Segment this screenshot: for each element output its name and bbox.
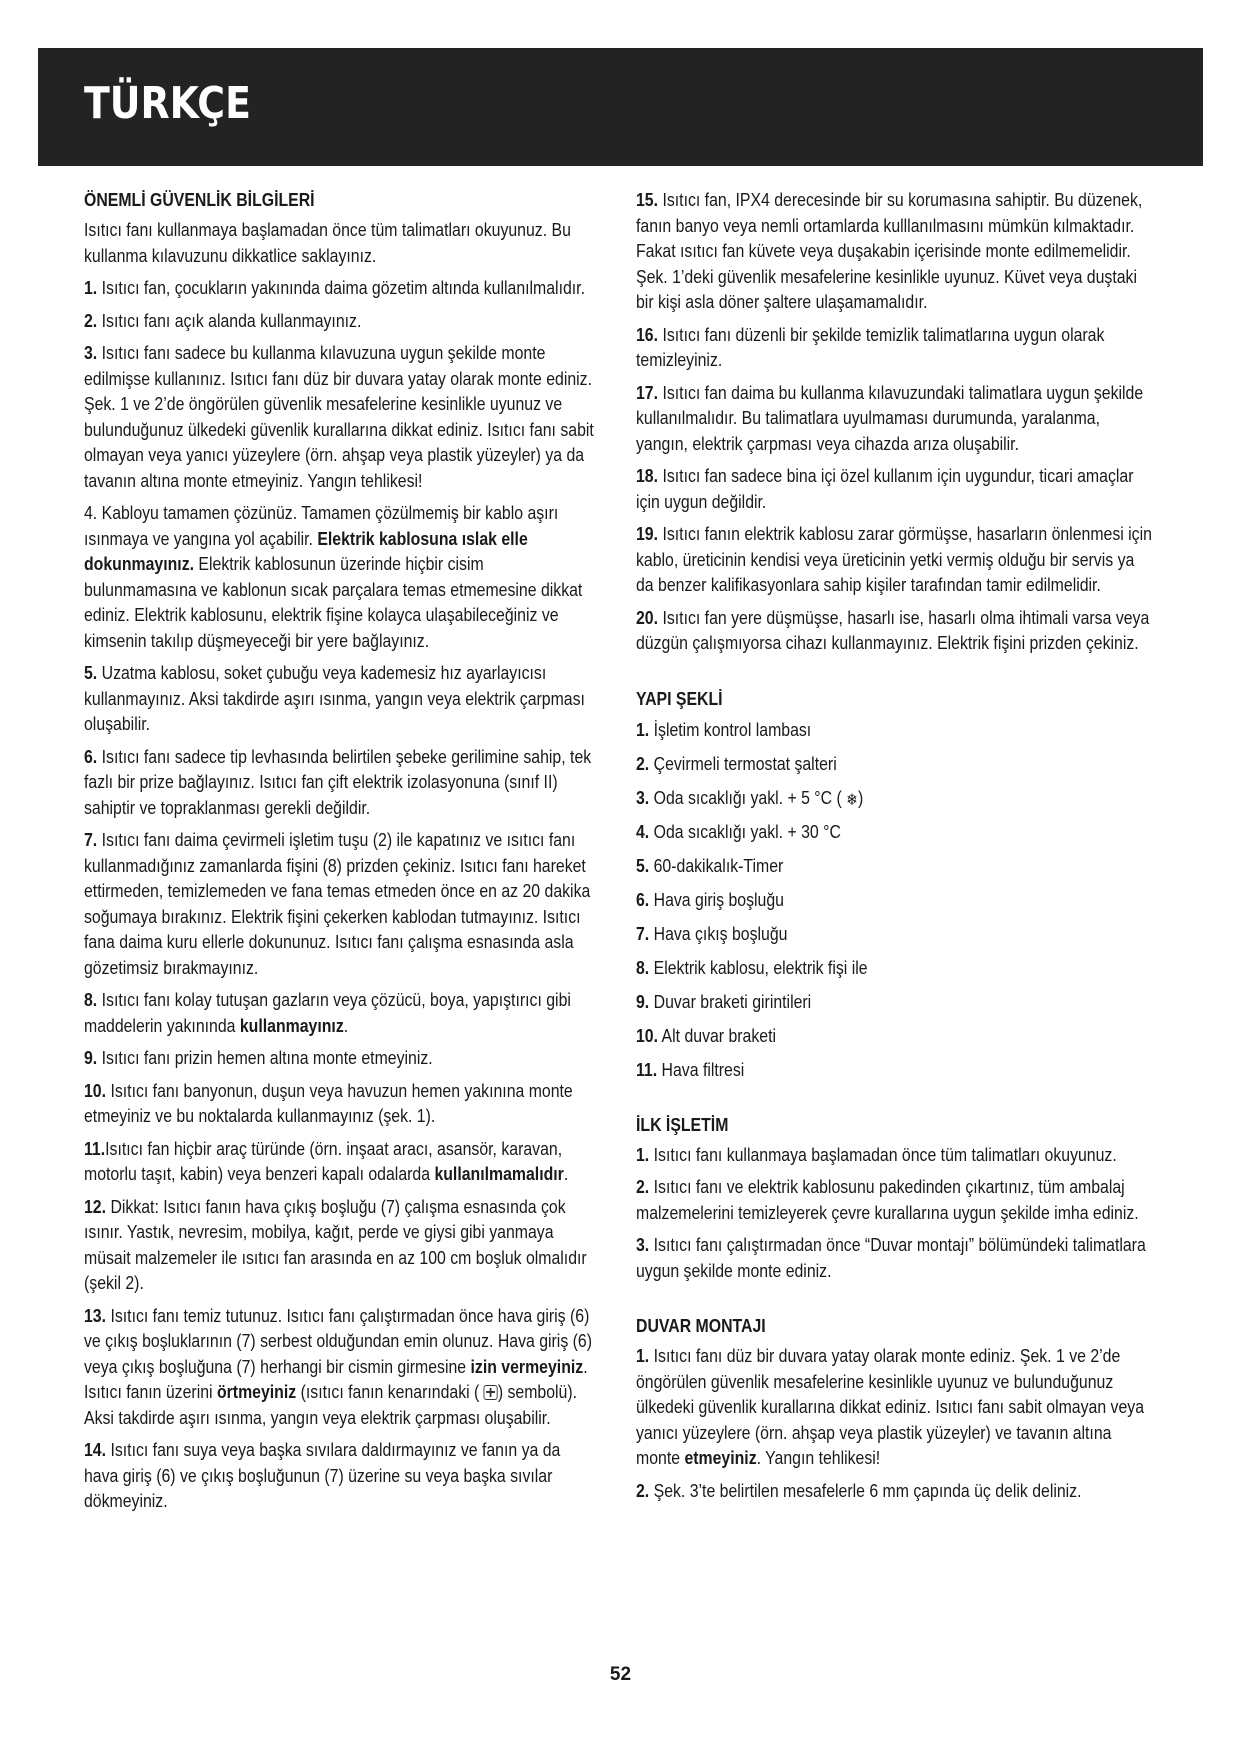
list-item: 20. Isıtıcı fan yere düşmüşse, hasarlı ise, hasarlı olma ihtimali varsa veya düzgün çalışmıyorsa cihazı kullanmayınız. Elektrik fişini prizden çekiniz.: [636, 607, 1150, 653]
list-item: 8. Isıtıcı fanı kolay tutuşan gazların veya çözücü, boya, yapıştırıcı gibi maddelerin yakınında kullanmayınız.: [84, 990, 571, 1036]
language-title: TÜRKÇE: [84, 78, 251, 129]
list-item: 17. Isıtıcı fan daima bu kullanma kılavuzundaki talimatlara uygun şekilde kullanılmalıdır. Bu talimatlara uyulmaması durumunda, yaralanma, yangın, elektrik çarpması veya cihazda arıza oluşabilir.: [636, 382, 1144, 454]
list-item: 3. Isıtıcı fanı çalıştırmadan önce “Duvar montajı” bölümündeki talimatlara uygun şekilde monte ediniz.: [636, 1235, 1146, 1281]
list-item: 4. Oda sıcaklığı yakl. + 30 °C: [636, 821, 841, 842]
list-item: 2. Isıtıcı fanı açık alanda kullanmayınız.: [84, 310, 362, 331]
list-item: 2. Isıtıcı fanı ve elektrik kablosunu pakedinden çıkartınız, tüm ambalaj malzemelerini temizleyerek çevre kurallarına uygun şekilde imha ediniz.: [636, 1177, 1139, 1223]
list-item: 11.Isıtıcı fan hiçbir araç türünde (örn. inşaat aracı, asansör, karavan, motorlu taşıt, kabin) veya benzeri kapalı odalarda kullanılmamalıdır.: [84, 1138, 569, 1184]
left-column: [84, 188, 599, 1522]
list-item: 12. Dikkat: Isıtıcı fanın hava çıkış boşluğu (7) çalışma esnasında çok ısınır. Yastık, nevresim, mobilya, kağıt, perde ve giysi gibi yanmaya müsait malzemeler ile ısıtıcı fan arasında en az 100 cm boşluk olmalıdır (şekil 2).: [84, 1196, 587, 1293]
list-item: 3. Isıtıcı fanı sadece bu kullanma kılavuzuna uygun şekilde monte edilmişse kullanınız. Isıtıcı fanı düz bir duvara yatay olarak monte ediniz. Şek. 1 ve 2’de öngörülen güvenlik mesafelerine kesinlikle uyunuz ve bulunduğunuz ülkedeki güvenlik kurallarına dikkat ediniz. Isıtıcı fanı sabit olmayan veya yanıcı yüzeylere (örn. ahşap veya plastik yüzeyler) ya da tavanın altına monte etmeyiniz. Yangın tehlikesi!: [84, 343, 594, 491]
list-item: 1. İşletim kontrol lambası: [636, 719, 812, 740]
list-item: 19. Isıtıcı fanın elektrik kablosu zarar görmüşse, hasarların önlenmesi için kablo, üreticinin kendisi veya üreticinin yetki vermiş olduğu bir servis ya da benzer kalifikasyonlara sahip kişiler tarafından tamir edilmelidir.: [636, 524, 1152, 595]
list-item: 6. Isıtıcı fanı sadece tip levhasında belirtilen şebeke gerilimine sahip, tek fazlı bir prize bağlayınız. Isıtıcı fan çift elektrik izolasyonuna (sınıf II) sahiptir ve topraklanması gerekli değildir.: [84, 746, 592, 818]
list-item: 2. Şek. 3’te belirtilen mesafelerle 6 mm çapında üç delik deliniz.: [636, 1480, 1082, 1501]
list-item: 1. Isıtıcı fan, çocukların yakınında daima gözetim altında kullanılmalıdır.: [84, 278, 585, 298]
list-item: 11. Hava filtresi: [636, 1059, 745, 1080]
do-not-cover-icon: [484, 1385, 498, 1400]
list-item: 7. Isıtıcı fanı daima çevirmeli işletim tuşu (2) ile kapatınız ve ısıtıcı fanı kullanmadığınız zamanlarda fişini (8) prizden çekiniz. Isıtıcı fanı hareket ettirmeden, temizlemeden ve fana temas etmeden önce en az 20 dakika soğumaya bırakınız. Elektrik fişini çekerken kablodan tutmayınız. Isıtıcı fana daima kuru ellerle dokununuz. Isıtıcı fanı çalışma esnasında asla gözetimsiz bırakmayınız.: [84, 830, 591, 978]
list-item: 10. Alt duvar braketi: [636, 1025, 777, 1046]
safety-heading: ÖNEMLİ GÜVENLİK BİLGİLERİ: [84, 190, 315, 210]
list-item: 9. Duvar braketi girintileri: [636, 991, 812, 1012]
first-use-heading: İLK İŞLETİM: [636, 1114, 729, 1135]
list-item: 14. Isıtıcı fanı suya veya başka sıvılara daldırmayınız ve fanın ya da hava giriş (6) ve çıkış boşluğunun (7) üzerine su veya başka sıvılar dökmeyiniz.: [84, 1440, 561, 1511]
structure-list: [636, 717, 1156, 1083]
structure-heading: YAPI ŞEKLİ: [636, 688, 723, 709]
list-item: 16. Isıtıcı fanı düzenli bir şekilde temizlik talimatlarına uygun olarak temizleyiniz.: [636, 324, 1105, 370]
list-item: 18. Isıtıcı fan sadece bina içi özel kullanım için uygundur, ticari amaçlar için uygun değildir.: [636, 466, 1134, 512]
list-item: 5. 60-dakikalık-Timer: [636, 855, 784, 876]
header-bar: [38, 48, 1203, 166]
list-item: 1. Isıtıcı fanı kullanmaya başlamadan önce tüm talimatları okuyunuz.: [636, 1144, 1117, 1165]
list-item: 9. Isıtıcı fanı prizin hemen altına monte etmeyiniz.: [84, 1048, 433, 1068]
list-item: 5. Uzatma kablosu, soket çubuğu veya kademesiz hız ayarlayıcısı kullanmayınız. Aksi takdirde aşırı ısınma, yangın veya elektrik çarpması oluşabilir.: [84, 663, 585, 734]
wall-mount-heading: DUVAR MONTAJI: [636, 1316, 766, 1336]
list-item: 15. Isıtıcı fan, IPX4 derecesinde bir su korumasına sahiptir. Bu düzenek, fanın banyo veya nemli ortamlarda kulllanılmasını mümkün kılmaktadır. Fakat ısıtıcı fan küvete veya duşakabin içerisinde monte edilmemelidir. Şek. 1’deki güvenlik mesafelerine kesinlikle uyunuz. Küvet veya duştaki bir kişi asla döner şaltere ulaşamamalıdır.: [636, 190, 1143, 312]
snowflake-icon: ❄: [846, 791, 858, 809]
list-item: 6. Hava giriş boşluğu: [636, 889, 784, 910]
list-item: 7. Hava çıkış boşluğu: [636, 923, 788, 944]
list-item: 1. Isıtıcı fanı düz bir duvara yatay olarak monte ediniz. Şek. 1 ve 2’de öngörülen güvenlik mesafelerine kesinlikle uyunuz ve bulunduğunuz ülkedeki güvenlik kurallarına dikkat ediniz. Isıtıcı fanı sabit olmayan veya yanıcı yüzeylere (örn. ahşap veya plastik yüzeyler) ve tavanın altına monte etmeyiniz. Yangın tehlikesi!: [636, 1346, 1145, 1468]
list-item: 10. Isıtıcı fanı banyonun, duşun veya havuzun hemen yakınına monte etmeyiniz ve bu noktalarda kullanmayınız (şek. 1).: [84, 1080, 573, 1126]
list-item: 8. Elektrik kablosu, elektrik fişi ile: [636, 957, 868, 978]
right-column: [636, 188, 1156, 1511]
page-number: 52: [609, 1664, 632, 1685]
list-item: 3. Oda sıcaklığı yakl. + 5 °C ( ❄): [636, 787, 864, 809]
safety-intro: Isıtıcı fanı kullanmaya başlamadan önce tüm talimatları okuyunuz. Bu kullanma kılavuzunu dikkatlice saklayınız.: [84, 220, 571, 266]
list-item: 13. Isıtıcı fanı temiz tutunuz. Isıtıcı fanı çalıştırmadan önce hava giriş (6) ve çıkış boşluklarının (7) serbest olduğundan emin olunuz. Hava giriş (6) veya çıkış boşluğuna (7) herhangi bir cismin girmesine izin vermeyiniz. Isıtıcı fanın üzerini örtmeyiniz (ısıtıcı fanın kenarındaki ( ) sembolü). Aksi takdirde aşırı ısınma, yangın veya elektrik çarpması oluşabilir.: [84, 1305, 593, 1428]
list-item: 2. Çevirmeli termostat şalteri: [636, 753, 837, 774]
list-item: 4. Kabloyu tamamen çözünüz. Tamamen çözülmemiş bir kablo aşırı ısınmaya ve yangına yol açabilir. Elektrik kablosuna ıslak elle dokunmayınız. Elektrik kablosunun üzerinde hiçbir cisim bulunmamasına ve kablonun sıcak parçalara temas etmemesine dikkat ediniz. Elektrik kablosunu, elektrik fişine kolayca ulaşabileceğiniz ve kimsenin takılıp düşmeyeceği bir yere bağlayınız.: [84, 503, 583, 651]
